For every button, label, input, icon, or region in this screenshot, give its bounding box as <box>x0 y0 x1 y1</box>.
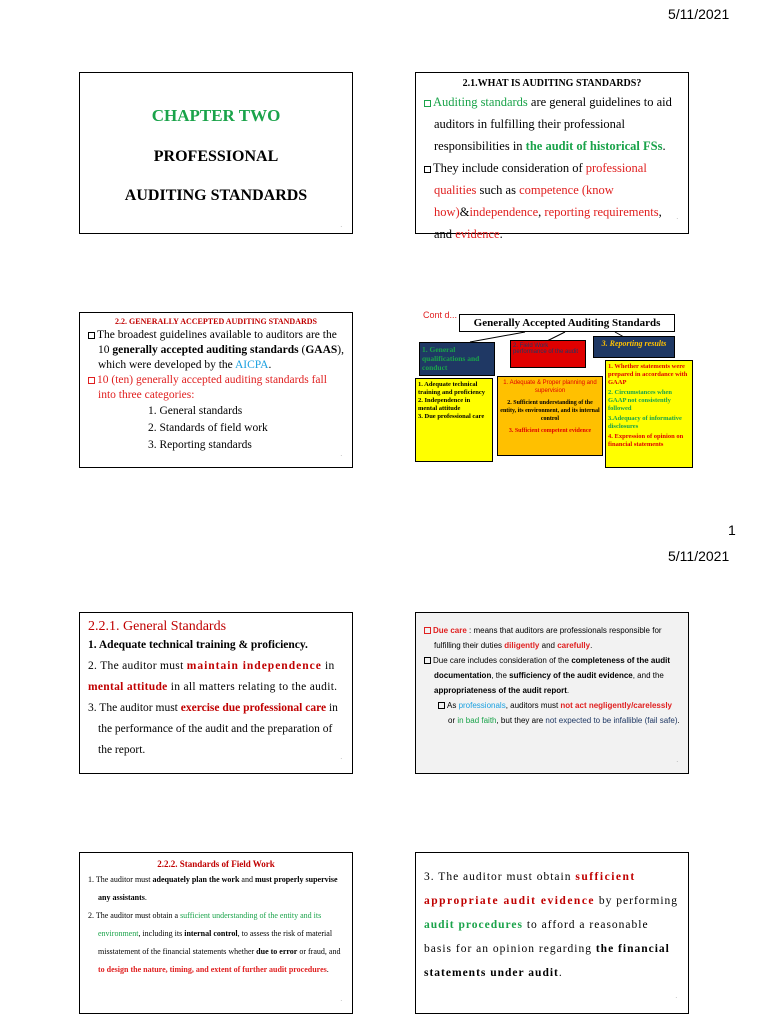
bullet-icon <box>438 702 445 709</box>
term: must properly supervise any assistants <box>98 875 338 902</box>
slide-general-standards: 2.2.1. General Standards 1. Adequate technical training & proficiency. 2. The auditor must maintain independence in mental attitude in all matters relating to the audit. 3. The auditor must exercise due professional care in the performance of the audit and the preparation of the report. . <box>79 612 353 774</box>
term-auditing-standards: Auditing standards <box>433 95 528 109</box>
text: The broadest guidelines available to auditors are the 10 <box>97 329 337 356</box>
list-item: 3. Sufficient competent evidence <box>508 428 592 434</box>
slide-due-care: Due care : means that auditors are professionals responsible for fulfilling their duties diligently and carefully. Due care includes consideration of the completeness of the audit documentation, the sufficiency of the audit evidence, and the appropriateness of the audit report. As professionals, auditors must not act negligently/carelessly or in bad faith, but they are not expected to be infallible (fail safe). . <box>415 612 689 774</box>
page-date-top: 5/11/2021 <box>668 6 730 22</box>
text: and <box>239 875 255 884</box>
term: sufficiency of the audit evidence <box>509 671 633 680</box>
list-item <box>88 907 344 979</box>
text: ( <box>298 344 306 356</box>
list-item: 4. Expression of opinion on financial statements <box>608 433 684 448</box>
list-item: 1. Whether statements were prepared in accordance with GAAP <box>608 363 688 386</box>
text: They include consideration of <box>433 161 586 175</box>
text: , <box>538 205 545 219</box>
bullet-icon <box>424 657 431 664</box>
term: sufficient understanding of the entity and its environment <box>98 911 322 938</box>
text: , including its <box>138 929 185 938</box>
title-line-1: PROFESSIONAL <box>153 148 279 165</box>
term: not act negligently/carelessly <box>560 701 672 710</box>
text: 1. The auditor must <box>88 875 153 884</box>
list-item: 2. Sufficient understanding of the entity, its environment, and its internal control <box>500 400 600 422</box>
slide-heading: 2.2.1. General Standards <box>88 619 227 634</box>
list-item: 2. Circumstances when GAAP not consistently followed <box>608 389 672 412</box>
text: , to assess the risk of material misstatement of the financial statements whether <box>98 929 333 956</box>
text: As <box>447 701 459 710</box>
term: mental attitude <box>88 681 168 693</box>
list-item: 1. General standards <box>148 405 243 417</box>
text: in all matters relating to the audit. <box>167 681 338 693</box>
slide-audit-evidence: 3. The auditor must obtain sufficient appropriate audit evidence by performing audit procedures to afford a reasonable basis for an opinion regarding the financial statements under audit. . <box>415 852 689 1014</box>
text: , auditors must <box>505 701 561 710</box>
term-historical-fss: the audit of historical FSs <box>525 139 663 153</box>
text: 2. The auditor must obtain a <box>88 911 181 920</box>
list-item: 3. Due professional care <box>418 413 485 420</box>
term: sufficient appropriate audit evidence <box>424 871 636 907</box>
title-line-2: AUDITING STANDARDS <box>124 187 308 204</box>
list-item: 3. Reporting standards <box>148 439 252 451</box>
diagram-title: Generally Accepted Auditing Standards <box>459 314 675 332</box>
text: or <box>448 716 458 725</box>
term: completeness of the audit documentation <box>434 656 670 680</box>
list-item: 1. Adequate & Proper planning and supervision <box>503 380 597 394</box>
term: to design the nature, timing, and extent of further audit procedures <box>98 965 327 974</box>
bullet-icon <box>88 332 95 339</box>
slide-heading: 2.2. GENERALLY ACCEPTED AUDITING STANDARDS <box>115 317 317 326</box>
text: or fraud, and <box>297 947 341 956</box>
text: . <box>677 716 680 725</box>
slide-chapter-title: CHAPTER TWO PROFESSIONAL AUDITING STANDARDS . <box>79 72 353 234</box>
term: diligently <box>504 641 540 650</box>
slide-what-is-auditing-standards: 2.1.WHAT IS AUDITING STANDARDS? Auditing standards are general guidelines to aid auditors in fulfilling their professional responsibilities in the audit of historical FSs. They include consideration of professional qualities such as competence (know how)&independence, reporting requirements, and evidence. . <box>415 72 689 234</box>
term: due to error <box>256 947 298 956</box>
bullet-icon <box>424 166 431 173</box>
text: 3. The auditor must obtain <box>424 871 576 883</box>
text: 2. The auditor must <box>88 660 187 672</box>
text: in the performance of the audit and the preparation of the report. <box>98 702 338 756</box>
term: independence <box>469 205 539 219</box>
term: evidence <box>455 227 500 241</box>
term: in bad faith <box>457 716 497 725</box>
list-item <box>88 656 344 698</box>
text: . <box>662 139 666 153</box>
term: competence (know how) <box>434 183 614 219</box>
term: not expected to be infallible (fail safe) <box>545 716 678 725</box>
term: adequately plan the work <box>152 875 240 884</box>
list-item <box>88 698 344 761</box>
term: GAAS <box>305 344 338 356</box>
slide-gaas: 2.2. GENERALLY ACCEPTED AUDITING STANDARDS The broadest guidelines available to auditors are the 10 generally accepted auditing standards (GAAS), which were developed by the AICPA. 10 (ten) generally accepted auditing standards fall into three categories: 1. General standards 2. Standards of field work 3. Reporting standards . <box>79 312 353 468</box>
term: exercise due professional care <box>180 702 327 714</box>
page-date-middle: 5/11/2021 <box>668 548 730 564</box>
col3-header: 3. Reporting results <box>593 336 675 358</box>
text: . <box>144 893 147 902</box>
list-item: 1. Adequate technical training & proficiency. <box>88 639 308 651</box>
text: , but they are <box>496 716 546 725</box>
list-item: 2. Standards of field work <box>148 422 268 434</box>
list-item: 3.Adequacy of informative disclosures <box>608 415 682 430</box>
text: to afford a reasonable basis for an opinion regarding <box>424 919 649 955</box>
term: carefully <box>557 641 591 650</box>
text: and <box>539 641 558 650</box>
text: , the <box>491 671 510 680</box>
text: ), which were developed by the <box>98 344 345 371</box>
term: maintain independence <box>186 660 322 672</box>
slide-gaas-diagram <box>415 310 695 470</box>
list-item: 1. Adequate technical training and proficiency <box>418 381 486 396</box>
text: . <box>558 967 563 979</box>
text: , and the <box>632 671 664 680</box>
term: reporting requirements <box>544 205 659 219</box>
contd-label: Cont d... <box>423 310 458 320</box>
col2-header: 2. Field Work performance of the audit <box>510 340 586 368</box>
list-item <box>88 871 344 907</box>
chapter-label: CHAPTER TWO <box>151 106 281 125</box>
slide-field-work-standards: 2.2.2. Standards of Field Work 1. The auditor must adequately plan the work and must properly supervise any assistants. 2. The auditor must obtain a sufficient understanding of the entity and its environment, including its internal control, to assess the risk of material misstatement of the financial statements whether due to error or fraud, and to design the nature, timing, and extent of further audit procedures. . <box>79 852 353 1014</box>
text: by performing <box>595 895 679 907</box>
term: internal control <box>184 929 238 938</box>
term: professionals <box>458 701 506 710</box>
term: generally accepted auditing standards <box>112 344 299 356</box>
text: are general guidelines to aid auditors in fulfilling their professional responsibilities in <box>434 95 672 153</box>
bullet-icon <box>88 377 95 384</box>
text: in <box>321 660 335 672</box>
page-number: 1 <box>728 522 736 538</box>
standard-text <box>424 865 680 985</box>
slide-heading: 2.2.2. Standards of Field Work <box>157 859 275 869</box>
text: . <box>590 641 593 650</box>
text: 10 (ten) generally accepted auditing standards fall into three categories: <box>97 374 327 401</box>
slide-heading: 2.1.WHAT IS AUDITING STANDARDS? <box>462 78 642 89</box>
term: appropriateness of the audit report <box>434 686 567 695</box>
term-aicpa: AICPA <box>235 359 269 371</box>
list-item: 2. Independence in mental attitude <box>418 397 471 412</box>
text: & <box>459 205 470 219</box>
text: , and <box>434 205 662 241</box>
term: the financial statements under audit <box>424 943 670 979</box>
term: Due care <box>433 626 467 635</box>
col1-header: 1. General qualifications and conduct <box>419 342 495 376</box>
text: . <box>499 227 503 241</box>
bullet-icon <box>424 100 431 107</box>
text: . <box>566 686 570 695</box>
term: audit procedures <box>424 919 523 931</box>
term: professional qualities <box>434 161 647 197</box>
text: . <box>268 359 272 371</box>
col1-box <box>415 378 493 462</box>
text: Due care includes consideration of the <box>433 656 572 665</box>
col3-box <box>605 360 693 468</box>
text: 3. The auditor must <box>88 702 181 714</box>
col2-box <box>497 376 603 456</box>
text: such as <box>476 183 520 197</box>
text: : means that auditors are professionals responsible for fulfilling their duties <box>434 626 662 650</box>
bullet-icon <box>424 627 431 634</box>
text: . <box>326 965 329 974</box>
